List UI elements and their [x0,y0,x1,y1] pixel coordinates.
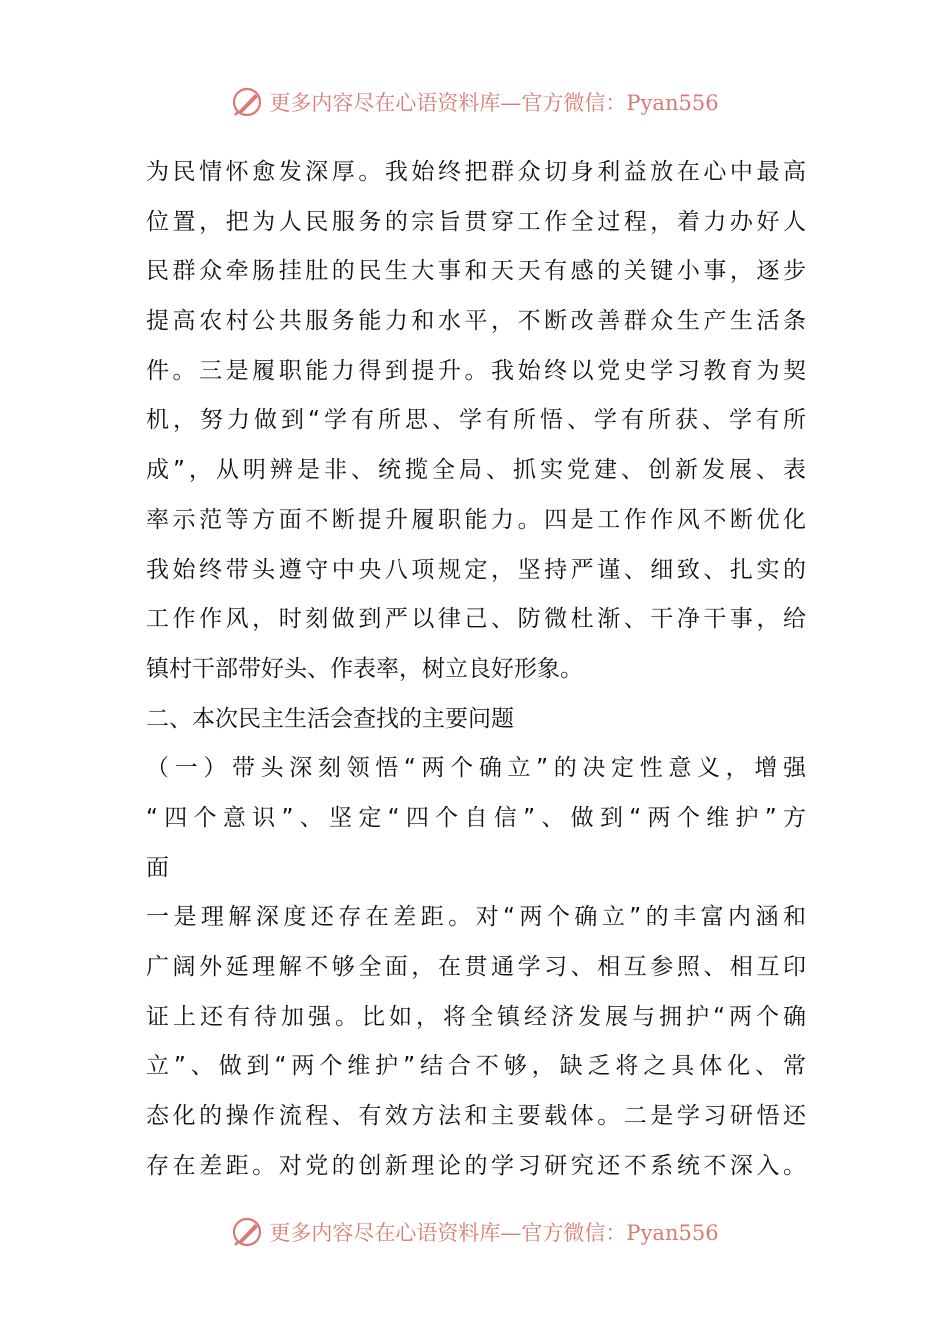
text-line: 证上还有待加强。比如，将全镇经济发展与拥护“两个确 [146,1003,806,1030]
text-line: 广阔外延理解不够全面，在贯通学习、相互参照、相互印 [146,954,806,980]
subsection-heading: 面 [146,854,169,881]
quill-pen-icon [231,1216,263,1248]
text-line: 立”、做到“两个维护”结合不够，缺乏将之具体化、常 [146,1053,806,1080]
watermark-text: 更多内容尽在心语资料库—官方微信：Pyan556 [269,1221,719,1245]
quill-pen-icon [231,86,263,118]
text-line: 为民情怀愈发深厚。我始终把群众切身利益放在心中最高 [146,159,806,185]
text-line: 镇村干部带好头、作表率，树立良好形象。 [146,655,583,682]
text-line: 一是理解深度还存在差距。对“两个确立”的丰富内涵和 [146,904,806,931]
text-line: 存在差距。对党的创新理论的学习研究还不系统不深入。 [146,1152,806,1179]
subsection-heading: “四个意识”、坚定“四个自信”、做到“两个维护”方 [146,804,806,831]
text-line: 我始终带头遵守中央八项规定，坚持严谨、细致、扎实的 [146,556,806,583]
text-line: 态化的操作流程、有效方法和主要载体。二是学习研悟还 [146,1103,806,1130]
text-line: 位置，把为人民服务的宗旨贯穿工作全过程，着力办好人 [146,208,806,235]
watermark-text: 更多内容尽在心语资料库—官方微信：Pyan556 [269,91,719,115]
text-line: 民群众牵肠挂肚的民生大事和天天有感的关键小事，逐步 [146,258,806,285]
text-line: 件。三是履职能力得到提升。我始终以党史学习教育为契 [146,357,806,384]
section-heading: 二、本次民主生活会查找的主要问题 [146,705,514,732]
text-line: 提高农村公共服务能力和水平，不断改善群众生产生活条 [146,308,806,335]
text-line: 率示范等方面不断提升履职能力。四是工作作风不断优化 [146,506,806,533]
text-line: 机，努力做到“学有所思、学有所悟、学有所获、学有所 [146,407,806,434]
footer-watermark [0,1214,950,1250]
text-line: 工作作风，时刻做到严以律己、防微杜渐、干净干事，给 [146,606,806,633]
document-body [146,152,806,1195]
subsection-heading: （一）带头深刻领悟“两个确立”的决定性意义，增强 [146,755,806,782]
text-line: 成”，从明辨是非、统揽全局、抓实党建、创新发展、表 [146,457,806,484]
header-watermark [0,84,950,120]
